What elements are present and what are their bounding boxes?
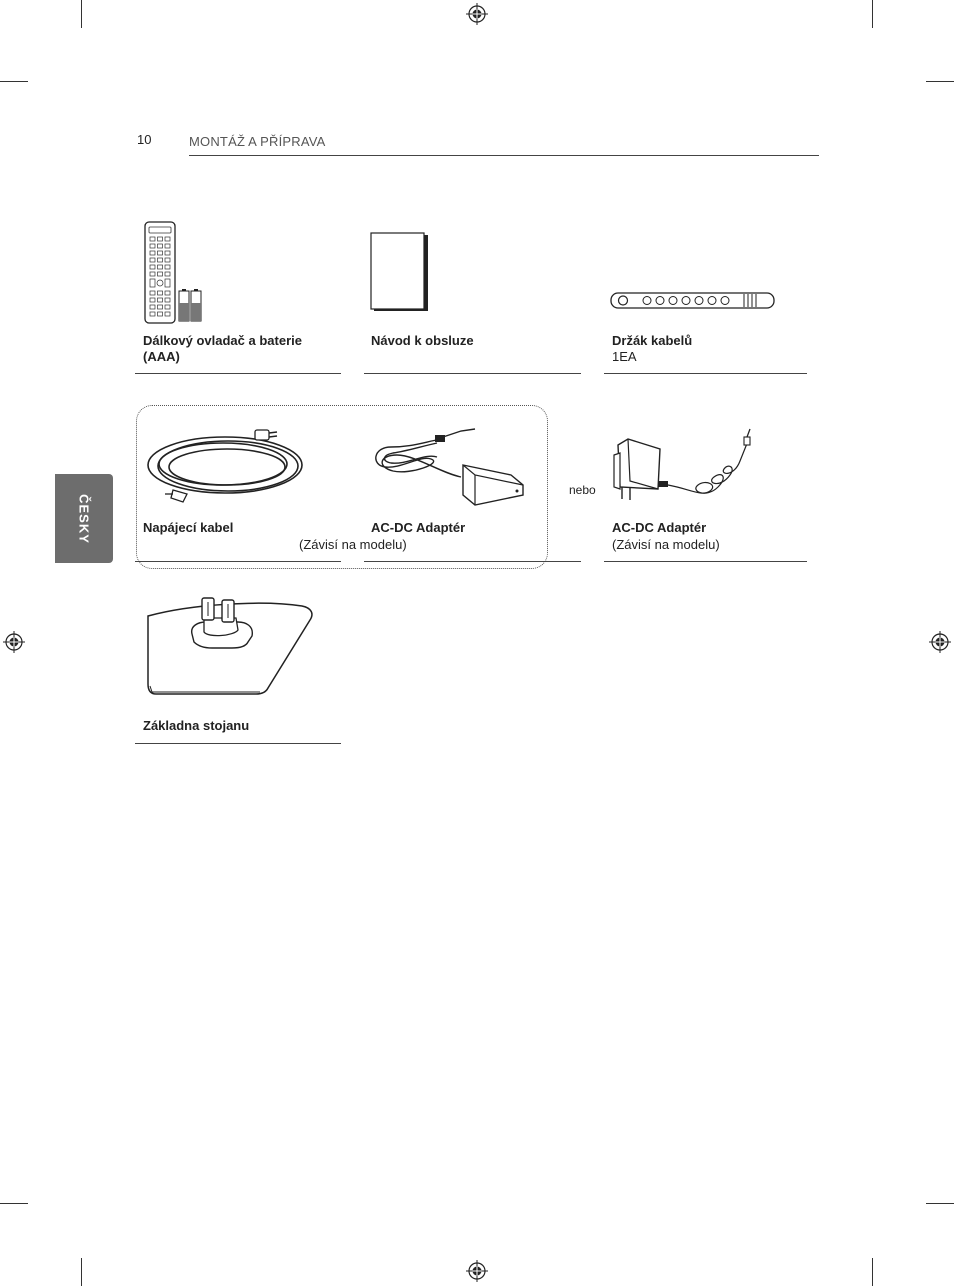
registration-mark-icon	[3, 631, 25, 653]
language-tab	[55, 474, 113, 563]
item-divider	[364, 561, 581, 562]
crop-mark	[0, 81, 28, 82]
cable-holder-icon	[610, 291, 776, 311]
crop-mark	[872, 0, 873, 28]
item-divider	[604, 373, 807, 374]
item-divider	[364, 373, 581, 374]
page-number: 10	[137, 132, 152, 147]
registration-mark-icon	[929, 631, 951, 653]
item-divider	[135, 373, 341, 374]
item-label-adapter-1: AC-DC Adaptér	[371, 520, 466, 535]
item-label-remote: Dálkový ovladač a baterie (AAA)	[143, 333, 302, 364]
item-sub-adapter-1: (Závisí na modelu)	[299, 537, 407, 552]
item-label-stand-base: Základna stojanu	[143, 718, 250, 733]
crop-mark	[81, 1258, 82, 1286]
ac-dc-adapter-wall-icon	[610, 427, 770, 507]
item-label-power-cord: Napájecí kabel	[143, 520, 234, 535]
power-cord-icon	[143, 420, 313, 508]
item-sub-cable-holder: 1EA	[612, 349, 637, 364]
item-label-adapter-2: AC-DC Adaptér	[612, 520, 707, 535]
manual-booklet-icon	[370, 233, 432, 313]
or-text: nebo	[569, 483, 596, 497]
crop-mark	[872, 1258, 873, 1286]
crop-mark	[926, 1203, 954, 1204]
ac-dc-adapter-brick-icon	[371, 425, 531, 510]
item-divider	[604, 561, 807, 562]
remote-control-icon	[143, 221, 213, 325]
section-title: MONTÁŽ A PŘÍPRAVA	[189, 134, 326, 149]
item-label-manual: Návod k obsluze	[371, 333, 474, 348]
item-divider	[135, 743, 341, 744]
item-label-cable-holder: Držák kabelů	[612, 333, 693, 348]
crop-mark	[81, 0, 82, 28]
language-tab-label: ČESKY	[76, 493, 92, 544]
crop-mark	[0, 1203, 28, 1204]
item-sub-adapter-2: (Závisí na modelu)	[612, 537, 720, 552]
registration-mark-icon	[466, 1260, 488, 1282]
crop-mark	[926, 81, 954, 82]
registration-mark-icon	[466, 3, 488, 25]
header-divider	[189, 155, 819, 156]
item-divider	[135, 561, 341, 562]
stand-base-icon	[142, 596, 314, 696]
